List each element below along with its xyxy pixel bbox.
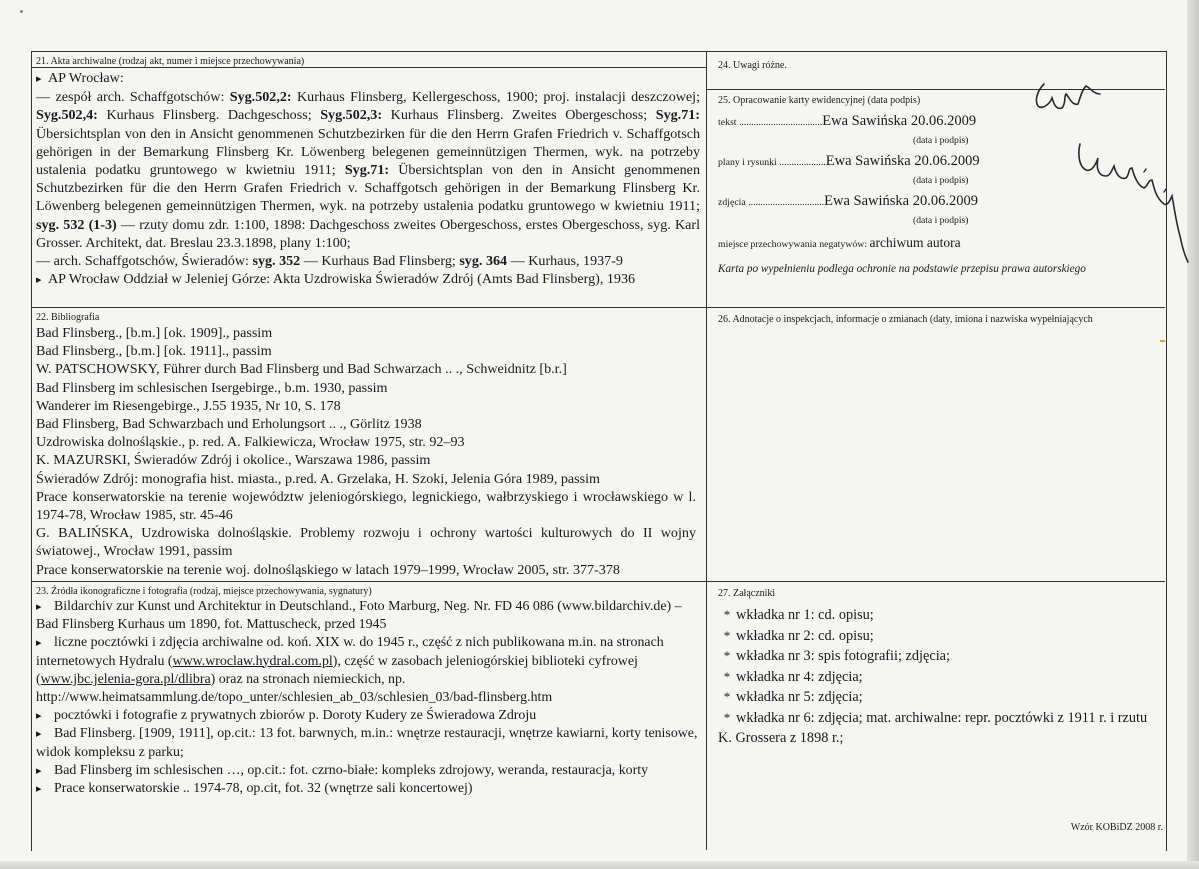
- list-item: Prace konserwatorskie na terenie woj. dolnośląskiego w latach 1979–1999, Wrocław 2005, str. 377-378: [36, 561, 620, 578]
- jbc-link[interactable]: www.jbc.jelenia-gora.pl/dlibra: [40, 671, 211, 687]
- scan-dust: [20, 10, 23, 13]
- negatives-location: miejsce przechowywania negatywów: archiwum autora: [718, 235, 961, 250]
- list-item: * wkładka nr 5: zdjęcia;: [723, 689, 863, 706]
- section-24-label: 24. Uwagi różne.: [718, 60, 787, 71]
- list-item: K. MAZURSKI, Świeradów Zdrój i okolice., Warszawa 1986, passim: [36, 452, 431, 469]
- date-signature-hint: (data i podpis): [913, 175, 969, 186]
- list-item: ▸ Prace konserwatorskie .. 1974-78, op.cit, fot. 32 (wnętrze sali koncertowej): [36, 781, 473, 797]
- section-27: [718, 588, 1158, 748]
- list-item: W. PATSCHOWSKY, Führer durch Bad Flinsberg und Bad Schwarzach .. ., Schweidnitz [b.r.]: [36, 361, 567, 378]
- copyright-note: Karta po wypełnieniu podlega ochronie na podstawie przepisu prawa autorskiego: [718, 263, 1086, 275]
- list-item: G. BALIŃSKA, Uzdrowiska dolnośląskie. Problemy rozwoju i ochrony wartości kulturowych do II wojny światowej., Wrocław 1991, passim: [36, 525, 696, 560]
- list-item: Bad Flinsberg., [b.m.] [ok. 1911]., passim: [36, 343, 272, 360]
- section-22: [36, 312, 696, 579]
- list-item: Prace konserwatorskie na terenie województw jeleniogórskiego, legnickiego, wałbrzyskiego i wrocławskiego w l. 1974-78, Wrocław 1985, str. 45-46: [36, 488, 696, 524]
- row-divider-1: [31, 307, 1165, 308]
- list-item: Uzdrowiska dolnośląskie., p. red. A. Falkiewicza, Wrocław 1975, str. 92–93: [36, 434, 465, 451]
- row-divider-2: [31, 581, 1165, 582]
- list-item: Bad Flinsberg im schlesischen Isergebirge., b.m. 1930, passim: [36, 379, 388, 396]
- date-signature-hint: (data i podpis): [913, 135, 969, 146]
- bibliography-list: [36, 324, 696, 579]
- archive-paragraph-2: — arch. Schaffgotschów, Świeradów: syg. 352 — Kurhaus Bad Flinsberg; syg. 364 — Kurhaus, 1937-9: [36, 253, 623, 270]
- list-item: * wkładka nr 1: cd. opisu;: [723, 607, 874, 623]
- section-27-label: 27. Załączniki: [718, 588, 776, 599]
- archive-heading-1: ▸ AP Wrocław:: [36, 70, 124, 86]
- heimatsammlung-url: http://www.heimatsammlung.de/topo_unter/schlesien_ab_03/schlesien_03/bad-flinsberg.htm: [36, 690, 553, 706]
- list-item: * wkładka nr 3: spis fotografii; zdjęcia;: [723, 648, 950, 665]
- section-25-label: 25. Opracowanie karty ewidencyjnej (data podpis): [718, 95, 921, 106]
- list-item: Świeradów Zdrój: monografia hist. miasta., p.red. A. Grzelaka, H. Szoki, Jelenia Góra 1989, passim: [36, 470, 601, 487]
- section-23: [36, 586, 700, 798]
- list-item: ▸ Bildarchiv zur Kunst und Architektur in Deutschland., Foto Marburg, Neg. Nr. FD 46 086 (www.bildarchiv.de) – Bad Flinsberg Kurhaus um 1890, fot. Mattuscheck, przed 1945: [36, 599, 682, 633]
- text-author-row: tekst ..................................Ewa Sawińska 20.06.2009: [718, 113, 977, 129]
- list-item: Bad Flinsberg, Bad Schwarzbach und Erholungsort .. ., Görlitz 1938: [36, 416, 422, 433]
- section-26-label: 26. Adnotacje o inspekcjach, informacje o zmianach (daty, imiona i nazwiska wypełniających: [718, 314, 1093, 325]
- list-item: * wkładka nr 4: zdjęcia;: [723, 668, 863, 685]
- list-item: * wkładka nr 6: zdjęcia; mat. archiwalne: repr. pocztówki z 1911 r. i rzutu K. Grossera z 1898 r.;: [718, 709, 1148, 746]
- archive-paragraph-1: — zespół arch. Schaffgotschów: Syg.502,2: Kurhaus Flinsberg, Kellergeschoss, 1900; proj. instalacji deszczowej; Syg.502,4: Kurhaus Flinsberg. Dachgeschoss; Syg.502,3: Kurhaus Flinsberg. Zweites Obergeschoss; Syg.71: Übersichtsplan von den in Ansicht genommenen Schutzbezirken für die den Herrn Grafen Friedrich v. Schaffgotsch gehörigen in der Bemarkung Flinsberg Kr. Löwenberg belegenen gemeinnützigen Thermen, wyk. na potrzeby ustalenia podatku gruntowego w kwietniu 1911; Syg.71: Übersichtsplan von den in Ansicht genommenen Schutzbezirken für die den Herrn Grafen Friedrich v. Schaffgotsch gehörigen in der Bemarkung Flinsberg Kr. Löwenberg belegenen gemeinnützigen Thermen, wyk. na potrzeby ustalenia podatku gruntowego w kwietniu 1911; syg. 532 (1-3) — rzuty domu zdr. 1:100, 1898: Dachgeschoss zweites Obergeschoss, erstes Obergeschoss, syg. Karl Grosser. Architekt, dat. Breslau 23.3.1898, plany 1:100;: [36, 89, 701, 251]
- date-signature-hint: (data i podpis): [913, 215, 969, 226]
- section-22-label: 22. Bibliografia: [36, 312, 100, 323]
- photos-author-row: zdjęcia ...............................Ewa Sawińska 20.06.2009: [718, 193, 978, 209]
- scan-edge-bottom: [0, 861, 1199, 869]
- section-21: [36, 56, 700, 289]
- form-template-footer: Wzór KOBiDZ 2008 r.: [1070, 822, 1163, 833]
- list-item: ▸ pocztówki i fotografie z prywatnych zbiorów p. Doroty Kudery ze Świeradowa Zdroju: [36, 708, 537, 724]
- hydral-link[interactable]: www.wroclaw.hydral.com.pl: [172, 653, 333, 669]
- section-21-label: 21. Akta archiwalne (rodzaj akt, numer i miejsce przechowywania): [36, 56, 305, 67]
- list-item: ▸ Bad Flinsberg im schlesischen …, op.cit.: fot. czrno-białe: kompleks zdrojowy, weranda, restauracja, korty: [36, 762, 649, 778]
- list-item: Bad Flinsberg., [b.m.] [ok. 1909]., passim: [36, 325, 273, 341]
- list-item: * wkładka nr 2: cd. opisu;: [723, 627, 874, 644]
- list-item: ▸ liczne pocztówki i zdjęcia archiwalne od. koń. XIX w. do 1945 r., część z nich publikowana m.in. na stronach internetowych Hydralu (www.wroclaw.hydral.com.pl), część w zasobach jeleniogórskiej biblioteki cyfrowej (www.jbc.jelenia-gora.pl/dlibra) oraz na stronach niemieckich, np.: [36, 635, 664, 687]
- column-divider: [706, 51, 707, 850]
- list-item: Wanderer im Riesengebirge., J.55 1935, Nr 10, S. 178: [36, 397, 341, 414]
- plans-author-row: plany i rysunki ...................Ewa Sawińska 20.06.2009: [718, 153, 980, 169]
- list-item: ▸ Bad Flinsberg. [1909, 1911], op.cit.: 13 fot. barwnych, m.in.: wnętrze restauracji, wnętrze kawiarni, korty tenisowe, widok kompleksu z parku;: [36, 726, 698, 760]
- archive-heading-2: ▸ AP Wrocław Oddział w Jeleniej Górze: Akta Uzdrowiska Świeradów Zdrój (Amts Bad Flinsberg), 1936: [36, 271, 636, 288]
- section-23-label: 23. Źródła ikonograficzne i fotografia (rodzaj, miejsce przechowywania, sygnatury): [36, 586, 372, 597]
- handwritten-signature: [1016, 76, 1192, 272]
